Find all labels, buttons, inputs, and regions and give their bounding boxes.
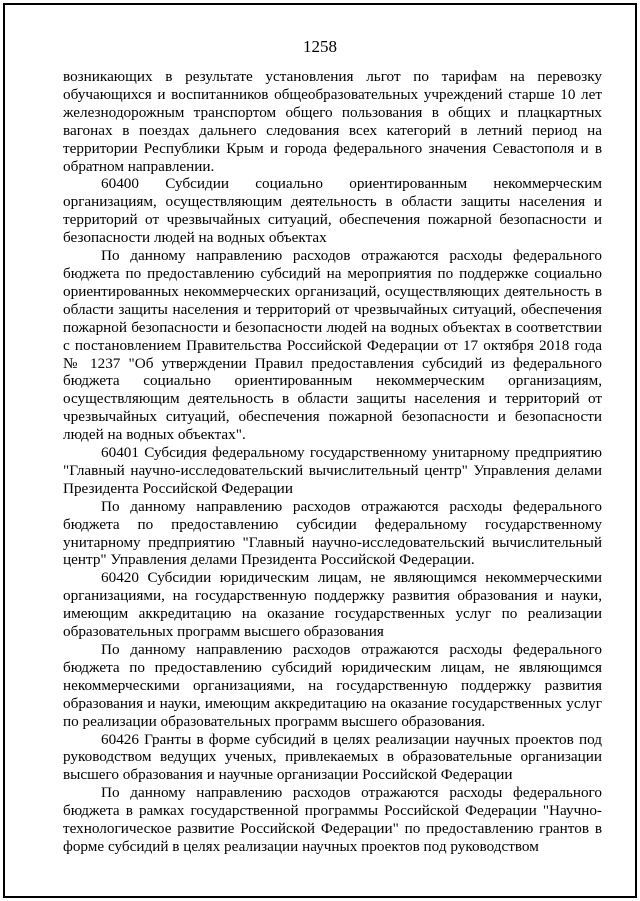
paragraph-code-60400: 60400 Субсидии социально ориентированным некоммерческим организациям, осуществляющим деятельность в области защиты населения и территорий от чрезвычайных ситуаций, обеспечения пожарной безопасности и безопасности людей на водных объектах: [63, 175, 602, 247]
paragraph-code-60401: 60401 Субсидия федеральному государственному унитарному предприятию "Главный научно-исследовательский вычислительный центр" Управления делами Президента Российской Федерации: [63, 444, 602, 497]
paragraph-code-60426: 60426 Гранты в форме субсидий в целях реализации научных проектов под руководством ведущих ученых, привлекаемых в образовательные организации высшего образования и научные организации Российской Федерации: [63, 730, 602, 784]
page-number: 1258: [303, 37, 337, 56]
paragraph-code-60420: 60420 Субсидии юридическим лицам, не являющимся некоммерческими организациями, на государственную поддержку развития образования и науки, имеющим аккредитацию на оказание государственных услуг по реализации образовательных программ высшего образования: [63, 569, 602, 641]
paragraph-description-60400: По данному направлению расходов отражаются расходы федерального бюджета по предоставлению субсидий на мероприятия по поддержке социально ориентированных некоммерческих организаций, осуществляющих деятельность в области защиты населения и территорий от чрезвычайных ситуаций, обеспечения пожарной безопасности и безопасности людей на водных объектах в соответствии с постановлением Правительства Российской Федерации от 17 октября 2018 года № 1237 "Об утверждении Правил предоставления субсидий из федерального бюджета социально ориентированным некоммерческим организациям, осуществляющим деятельность в области защиты населения и территорий от чрезвычайных ситуаций, обеспечения пожарной безопасности и безопасности людей на водных объектах".: [63, 247, 602, 444]
document-body: [63, 68, 602, 856]
paragraph-description-60420: По данному направлению расходов отражаются расходы федерального бюджета по предоставлению субсидий юридическим лицам, не являющимся некоммерческими организациями, на государственную поддержку развития образования и науки, имеющим аккредитацию на оказание государственных услуг по реализации образовательных программ высшего образования.: [63, 641, 602, 730]
paragraph-continuation: возникающих в результате установления льгот по тарифам на перевозку обучающихся и воспитанников общеобразовательных учреждений старше 10 лет железнодорожным транспортом общего пользования в общих и плацкартных вагонах в поездах дальнего следования всех категорий в летний период на территории Республики Крым и города федерального значения Севастополя и в обратном направлении.: [63, 68, 602, 175]
paragraph-description-60426: По данному направлению расходов отражаются расходы федерального бюджета в рамках государственной программы Российской Федерации "Научно-технологическое развитие Российской Федерации" по предоставлению грантов в форме субсидий в целях реализации научных проектов под руководством: [63, 784, 602, 855]
paragraph-description-60401: По данному направлению расходов отражаются расходы федерального бюджета по предоставлению субсидии федеральному государственному унитарному предприятию "Главный научно-исследовательский вычислительный центр" Управления делами Президента Российской Федерации.: [63, 497, 602, 569]
